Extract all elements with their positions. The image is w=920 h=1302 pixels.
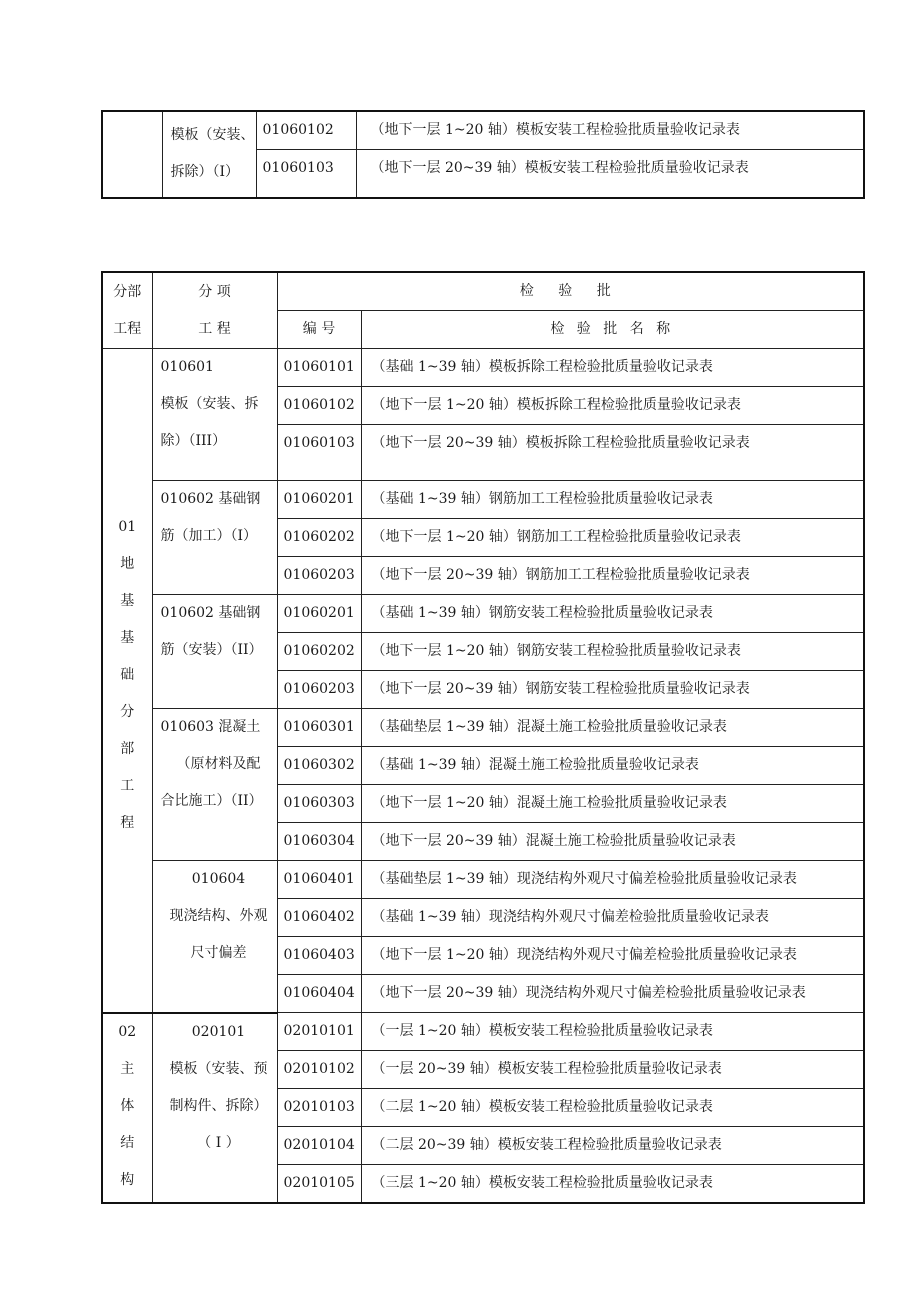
- batch-name: （基础 1~39 轴）现浇结构外观尺寸偏差检验批质量验收记录表: [361, 899, 864, 937]
- batch-name: （地下一层 1~20 轴）混凝土施工检验批质量验收记录表: [361, 785, 864, 823]
- batch-code: 01060203: [277, 671, 361, 709]
- batch-code: 01060401: [277, 861, 361, 899]
- batch-code: 01060304: [277, 823, 361, 861]
- batch-name: （基础 1~39 轴）钢筋安装工程检验批质量验收记录表: [361, 595, 864, 633]
- batch-code: 02010104: [277, 1127, 361, 1165]
- batch-code: 02010101: [277, 1013, 361, 1051]
- batch-code: 01060102: [256, 111, 356, 150]
- batch-code: 02010102: [277, 1051, 361, 1089]
- group-010602-processing: 010602 基础钢 筋（加工）（I）: [152, 481, 277, 595]
- batch-code: 01060202: [277, 519, 361, 557]
- group-010602-install: 010602 基础钢 筋（安装）（II）: [152, 595, 277, 709]
- batch-name: （地下一层 20~39 轴）钢筋安装工程检验批质量验收记录表: [361, 671, 864, 709]
- batch-code: 01060403: [277, 937, 361, 975]
- batch-name: （地下一层 20~39 轴）模板拆除工程检验批质量验收记录表: [361, 425, 864, 481]
- batch-code: 02010105: [277, 1165, 361, 1204]
- division-01: 01 地 基 基 础 分 部 工 程: [102, 349, 152, 1013]
- header-batch-name: 检 验 批 名 称: [361, 311, 864, 349]
- continuation-table: [101, 110, 865, 199]
- batch-name: （地下一层 1~20 轴）模板拆除工程检验批质量验收记录表: [361, 387, 864, 425]
- batch-name: （地下一层 1~20 轴）钢筋加工工程检验批质量验收记录表: [361, 519, 864, 557]
- group-010601: 010601 模板（安装、拆 除）（III）: [152, 349, 277, 481]
- batch-code: 01060402: [277, 899, 361, 937]
- division-cell-empty: [102, 111, 162, 198]
- batch-name: （二层 20~39 轴）模板安装工程检验批质量验收记录表: [361, 1127, 864, 1165]
- group-010603: 010603 混凝土 （原材料及配 合比施工）（II）: [152, 709, 277, 861]
- batch-name: （基础垫层 1~39 轴）现浇结构外观尺寸偏差检验批质量验收记录表: [361, 861, 864, 899]
- batch-code: 01060103: [277, 425, 361, 481]
- batch-name: （基础 1~39 轴）钢筋加工工程检验批质量验收记录表: [361, 481, 864, 519]
- header-code: 编 号: [277, 311, 361, 349]
- batch-code: 01060103: [256, 150, 356, 198]
- batch-code: 02010103: [277, 1089, 361, 1127]
- header-batch: 检 验 批: [277, 272, 864, 311]
- batch-name: （地下一层 20~39 轴）钢筋加工工程检验批质量验收记录表: [361, 557, 864, 595]
- group-010604: 010604 现浇结构、外观 尺寸偏差: [152, 861, 277, 1013]
- batch-name: （地下一层 1~20 轴）现浇结构外观尺寸偏差检验批质量验收记录表: [361, 937, 864, 975]
- batch-name: （地下一层 20~39 轴）模板安装工程检验批质量验收记录表: [356, 150, 864, 198]
- batch-name: （一层 1~20 轴）模板安装工程检验批质量验收记录表: [361, 1013, 864, 1051]
- batch-code: 01060102: [277, 387, 361, 425]
- batch-code: 01060404: [277, 975, 361, 1013]
- batch-name: （地下一层 1~20 轴）钢筋安装工程检验批质量验收记录表: [361, 633, 864, 671]
- batch-name: （基础垫层 1~39 轴）混凝土施工检验批质量验收记录表: [361, 709, 864, 747]
- batch-code: 01060301: [277, 709, 361, 747]
- batch-code: 01060202: [277, 633, 361, 671]
- batch-code: 01060203: [277, 557, 361, 595]
- batch-name: （地下一层 1~20 轴）模板安装工程检验批质量验收记录表: [356, 111, 864, 150]
- batch-name: （地下一层 20~39 轴）混凝土施工检验批质量验收记录表: [361, 823, 864, 861]
- batch-code: 01060201: [277, 481, 361, 519]
- header-sub-item: 分 项 工 程: [152, 272, 277, 349]
- batch-code: 01060101: [277, 349, 361, 387]
- batch-name: （二层 1~20 轴）模板安装工程检验批质量验收记录表: [361, 1089, 864, 1127]
- inspection-batch-table: [101, 271, 865, 1204]
- header-division: 分部 工程: [102, 272, 152, 349]
- batch-name: （基础 1~39 轴）混凝土施工检验批质量验收记录表: [361, 747, 864, 785]
- batch-code: 01060303: [277, 785, 361, 823]
- sub-item-cell: 模板（安装、拆除）（I）: [162, 111, 256, 198]
- division-02: 02 主 体 结 构: [102, 1013, 152, 1204]
- batch-code: 01060201: [277, 595, 361, 633]
- batch-name: （一层 20~39 轴）模板安装工程检验批质量验收记录表: [361, 1051, 864, 1089]
- batch-name: （地下一层 20~39 轴）现浇结构外观尺寸偏差检验批质量验收记录表: [361, 975, 864, 1013]
- batch-code: 01060302: [277, 747, 361, 785]
- batch-name: （基础 1~39 轴）模板拆除工程检验批质量验收记录表: [361, 349, 864, 387]
- group-020101: 020101 模板（安装、预 制构件、拆除） （ I ）: [152, 1013, 277, 1204]
- batch-name: （三层 1~20 轴）模板安装工程检验批质量验收记录表: [361, 1165, 864, 1204]
